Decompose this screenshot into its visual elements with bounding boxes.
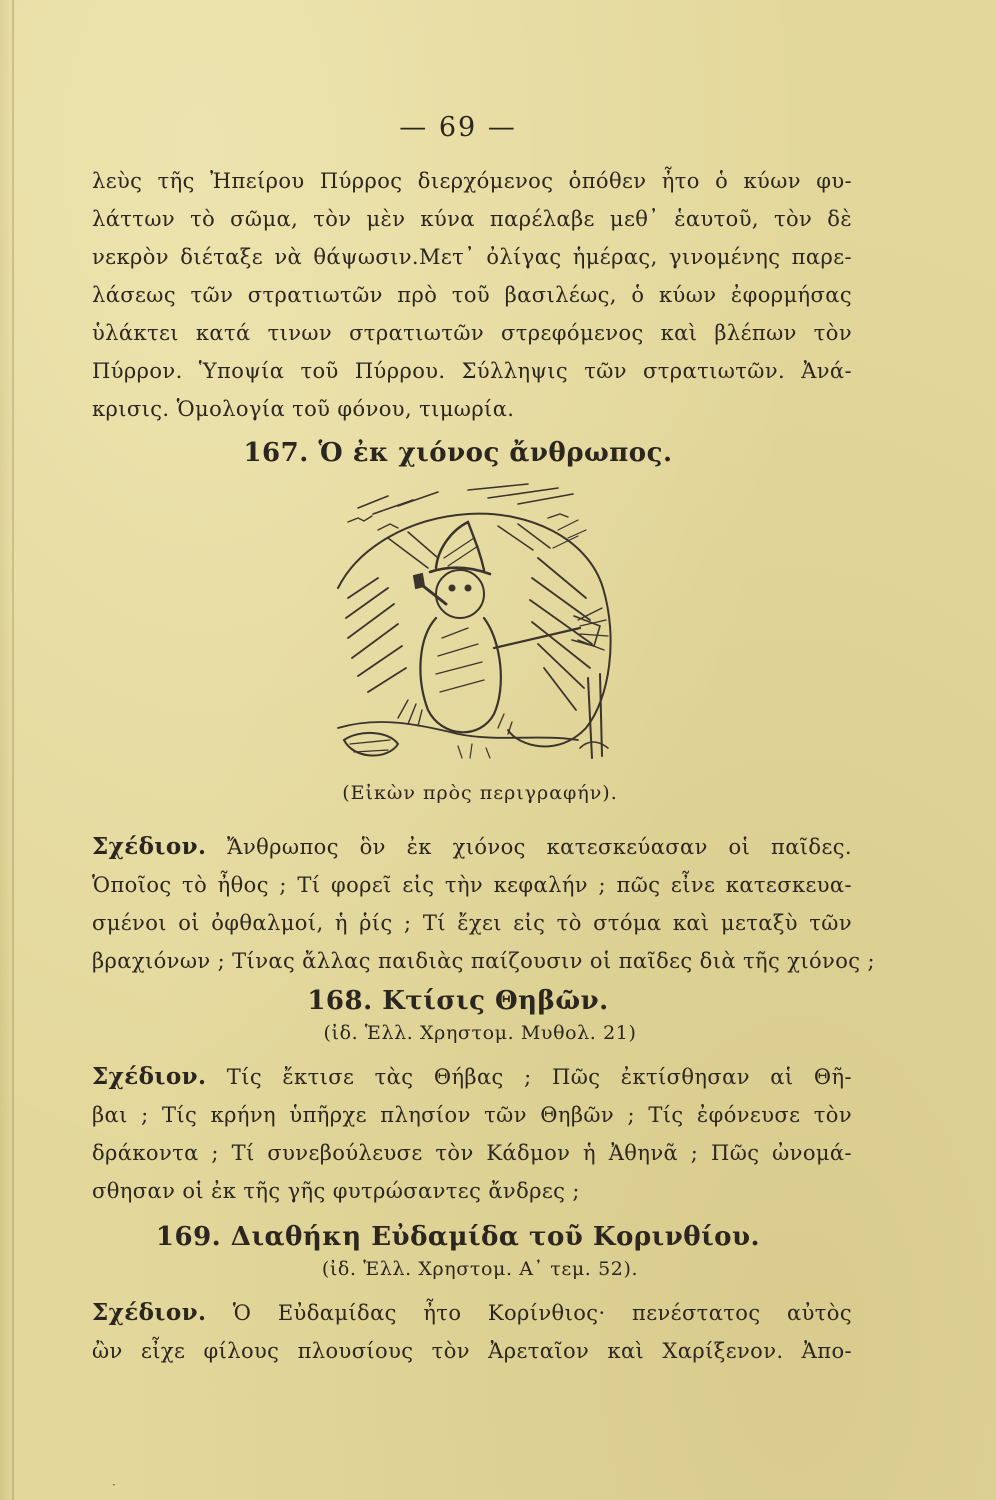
text-line: κρισις. Ὁμολογία τοῦ φόνου, τιμωρία.: [92, 397, 515, 421]
section-167-title: 167. Ὁ ἐκ χιόνος ἄνθρωπος.: [243, 438, 673, 468]
text-line-content: Ἄνθρωπος ὃν ἐκ χιόνος κατεσκεύασαν οἱ παῖδες.: [227, 835, 852, 859]
text-line: σμένοι οἱ ὀφθαλμοί, ἡ ῥίς ; Τί ἔχει εἰς τὸ στόμα καὶ μεταξὺ τῶν: [92, 911, 852, 935]
text-line: λεὺς τῆς Ἠπείρου Πύρρος διερχόμενος ὁπόθεν ἦτο ὁ κύων φυ-: [92, 169, 852, 193]
illustration-caption: (Εἰκὼν πρὸς περιγραφήν).: [342, 782, 618, 804]
snowman-engraving-illustration: [318, 478, 628, 778]
section-169-source: (ἰδ. Ἑλλ. Χρηστομ. Α᾽ τεμ. 52).: [321, 1258, 639, 1280]
text-line: [92, 1294, 852, 1332]
text-line: Ὁποῖος τὸ ἦθος ; Τί φορεῖ εἰς τὴν κεφαλήν ; πῶς εἶνε κατεσκευα-: [92, 873, 852, 897]
page-number: — 69 —: [399, 112, 517, 143]
text-line: [92, 1058, 852, 1096]
text-line-content: Τίς ἔκτισε τὰς Θήβας ; Πῶς ἐκτίσθησαν αἱ Θῆ-: [226, 1065, 853, 1089]
text-line: βαι ; Τίς κρήνη ὑπῆρχε πλησίον τῶν Θηβῶν ; Τίς ἐφόνευσε τὸν: [92, 1103, 852, 1127]
paragraph-continuation: [92, 162, 852, 428]
text-line: ὢν εἶχε φίλους πλουσίους τὸν Ἀρεταῖον καὶ Χαρίξενον. Ἀπο-: [92, 1339, 852, 1363]
section-169-title: 169. Διαθήκη Εὐδαμίδα τοῦ Κορινθίου.: [155, 1222, 761, 1252]
page-speck: ·: [112, 1478, 116, 1492]
plan-label: Σχέδιον.: [92, 1299, 207, 1326]
text-line: σθησαν οἱ ἐκ τῆς γῆς φυτρώσαντες ἄνδρες ;: [92, 1179, 580, 1203]
plan-label: Σχέδιον.: [92, 1063, 207, 1090]
text-line: λάσεως τῶν στρατιωτῶν πρὸ τοῦ βασιλέως, ὁ κύων ἐφορμήσας: [92, 283, 852, 307]
section-168-title: 168. Κτίσις Θηβῶν.: [307, 986, 609, 1016]
text-line: νεκρὸν διέταξε νὰ θάψωσιν.Μετ᾽ ὀλίγας ἡμέρας, γινομένης παρε-: [92, 245, 852, 269]
section-167-plan: [92, 828, 875, 980]
text-line-content: Ὁ Εὐδαμίδας ἦτο Κορίνθιος· πενέστατος αὐτὸς: [232, 1301, 852, 1325]
section-168-source: (ἰδ. Ἑλλ. Χρηστομ. Μυθολ. 21): [323, 1022, 637, 1044]
section-169-plan: [92, 1294, 852, 1370]
text-line: βραχιόνων ; Τίνας ἄλλας παιδιὰς παίζουσιν οἱ παῖδες διὰ τῆς χιόνος ;: [92, 949, 875, 973]
text-line: Πύρρον. Ὑποψία τοῦ Πύρρου. Σύλληψις τῶν στρατιωτῶν. Ἀνά-: [92, 359, 852, 383]
text-line: [92, 828, 852, 866]
text-line: ὑλάκτει κατά τινων στρατιωτῶν στρεφόμενος καὶ βλέπων τὸν: [92, 321, 852, 345]
text-line: δράκοντα ; Τί συνεβούλευσε τὸν Κάδμον ἡ Ἀθηνᾶ ; Πῶς ὠνομά-: [92, 1141, 852, 1165]
plan-label: Σχέδιον.: [92, 833, 207, 860]
section-168-plan: [92, 1058, 852, 1210]
text-line: λάττων τὸ σῶμα, τὸν μὲν κύνα παρέλαβε μεθ᾽ ἑαυτοῦ, τὸν δὲ: [92, 207, 852, 231]
